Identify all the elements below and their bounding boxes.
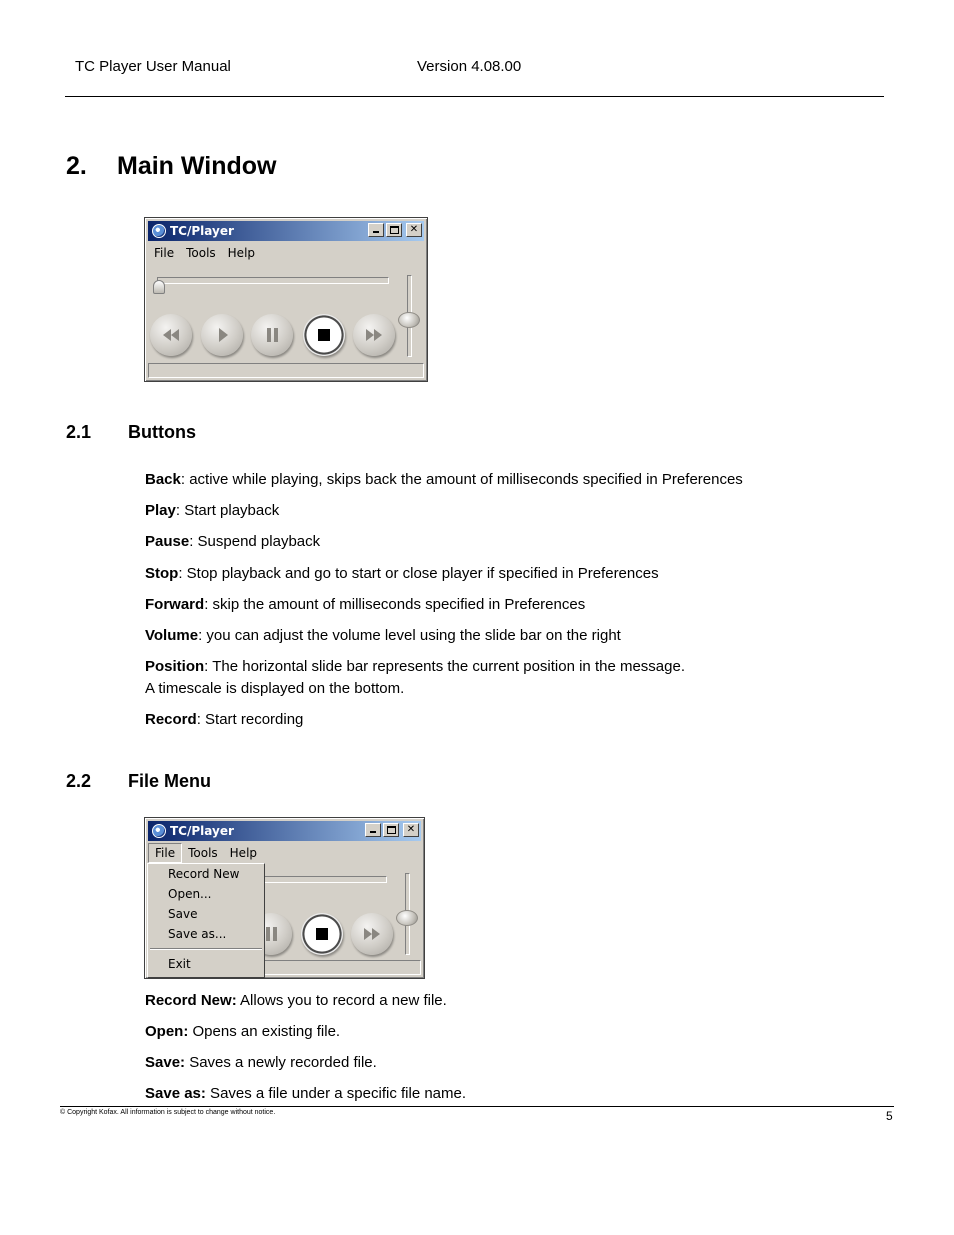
menubar2 — [148, 843, 421, 863]
desc-open — [145, 1021, 340, 1043]
menu-tools[interactable]: Tools — [188, 846, 218, 860]
play-button[interactable] — [201, 314, 243, 356]
desc-pause — [145, 531, 320, 553]
pause-button[interactable] — [251, 314, 293, 356]
volume-slider-thumb[interactable] — [398, 312, 420, 328]
menu-help[interactable]: Help — [229, 846, 258, 860]
window-titlebar — [148, 221, 424, 241]
text-forward: : skip the amount of milliseconds specified in Preferences — [204, 596, 586, 613]
menubar — [148, 243, 424, 263]
section-heading — [66, 152, 276, 181]
desc-forward — [145, 594, 585, 616]
desc-position — [145, 656, 685, 700]
term-stop: Stop — [145, 565, 179, 582]
maximize-button[interactable] — [383, 823, 399, 837]
file-menu-screenshot — [144, 817, 425, 979]
stop-button[interactable] — [301, 913, 343, 955]
menu-save-as[interactable]: Save as... — [168, 927, 227, 941]
menu-record-new[interactable]: Record New — [168, 867, 240, 881]
minimize-button[interactable] — [365, 823, 381, 837]
window2-title: TC/Player — [170, 824, 234, 838]
fast-forward-icon — [351, 913, 393, 955]
desc-volume — [145, 625, 621, 647]
minimize-icon — [373, 231, 379, 233]
file-menu-title: File Menu — [128, 771, 212, 791]
term-forward: Forward — [145, 596, 205, 613]
text-save: Saves a newly recorded file. — [185, 1054, 377, 1071]
main-window-screenshot — [144, 217, 428, 382]
menu-open[interactable]: Open... — [168, 887, 212, 901]
back-button[interactable] — [150, 314, 192, 356]
desc-play — [145, 500, 279, 522]
stop-icon — [301, 913, 343, 955]
desc-record-new — [145, 990, 447, 1012]
text-back: : active while playing, skips back the amount of milliseconds specified in Preferences — [180, 471, 743, 488]
close-icon: ✕ — [406, 824, 416, 835]
text-pause: : Suspend playback — [189, 533, 321, 550]
header-title: TC Player User Manual — [75, 58, 231, 75]
term-record-new: Record New: — [145, 992, 237, 1009]
text-record-new: Allows you to record a new file. — [236, 992, 447, 1009]
page-number: 5 — [886, 1109, 893, 1123]
text-position-line2: A timescale is displayed on the bottom. — [145, 680, 405, 697]
text-volume: : you can adjust the volume level using the slide bar on the right — [198, 627, 621, 644]
file-menu-number: 2.2 — [66, 771, 92, 791]
footer-rule — [60, 1106, 894, 1107]
minimize-icon — [370, 831, 376, 833]
maximize-icon — [387, 826, 396, 834]
maximize-button[interactable] — [386, 223, 402, 237]
rewind-icon — [150, 314, 192, 356]
stop-icon — [303, 314, 345, 356]
menu-save[interactable]: Save — [168, 907, 198, 921]
term-save: Save: — [145, 1054, 186, 1071]
menu-file-open[interactable]: File — [148, 843, 182, 863]
text-open: Opens an existing file. — [188, 1023, 341, 1040]
status-bar — [148, 363, 424, 378]
section-title: Main Window — [117, 152, 277, 180]
text-stop: : Stop playback and go to start or close player if specified in Preferences — [178, 565, 659, 582]
text-record: : Start recording — [196, 711, 304, 728]
buttons-heading — [66, 422, 196, 443]
menu-tools[interactable]: Tools — [186, 246, 216, 260]
desc-stop — [145, 563, 659, 585]
forward-button[interactable] — [353, 314, 395, 356]
fast-forward-icon — [353, 314, 395, 356]
position-slider-track[interactable] — [157, 277, 389, 284]
header-rule — [65, 96, 884, 97]
minimize-button[interactable] — [368, 223, 384, 237]
term-open: Open: — [145, 1023, 189, 1040]
app-globe-icon — [152, 824, 166, 838]
menu-help[interactable]: Help — [227, 246, 256, 260]
pause-icon — [251, 314, 293, 356]
section-number: 2. — [66, 152, 87, 180]
term-pause: Pause — [145, 533, 190, 550]
close-button[interactable] — [403, 823, 419, 837]
menu-file[interactable]: File — [154, 246, 175, 260]
window-title: TC/Player — [170, 224, 234, 238]
desc-save-as — [145, 1083, 466, 1105]
close-icon: ✕ — [409, 224, 419, 235]
desc-back — [145, 469, 743, 491]
forward-button[interactable] — [351, 913, 393, 955]
stop-button[interactable] — [303, 314, 345, 356]
term-position: Position — [145, 658, 205, 675]
menu-separator — [150, 948, 262, 950]
menu-exit[interactable]: Exit — [168, 957, 191, 971]
desc-save — [145, 1052, 377, 1074]
term-record: Record — [145, 711, 197, 728]
close-button[interactable] — [406, 223, 422, 237]
file-dropdown-menu — [147, 863, 265, 978]
term-back: Back — [145, 471, 181, 488]
window2-titlebar — [148, 821, 421, 841]
maximize-icon — [390, 226, 399, 234]
term-play: Play — [145, 502, 176, 519]
app-globe-icon — [152, 224, 166, 238]
term-volume: Volume — [145, 627, 199, 644]
buttons-title: Buttons — [128, 422, 196, 442]
position-slider-track[interactable] — [255, 876, 387, 883]
play-icon — [201, 314, 243, 356]
text-position: : The horizontal slide bar represents the current position in the message. — [204, 658, 685, 675]
volume-slider-thumb[interactable] — [396, 910, 418, 926]
file-menu-heading — [66, 771, 211, 792]
text-play: : Start playback — [175, 502, 280, 519]
desc-record — [145, 709, 303, 731]
position-slider-thumb[interactable] — [153, 280, 165, 294]
footer-copyright: © Copyright Kofax. All information is subject to change without notice. — [60, 1109, 276, 1116]
term-save-as: Save as: — [145, 1085, 206, 1102]
header-version: Version 4.08.00 — [417, 58, 522, 75]
text-save-as: Saves a file under a specific file name. — [205, 1085, 467, 1102]
buttons-number: 2.1 — [66, 422, 92, 442]
